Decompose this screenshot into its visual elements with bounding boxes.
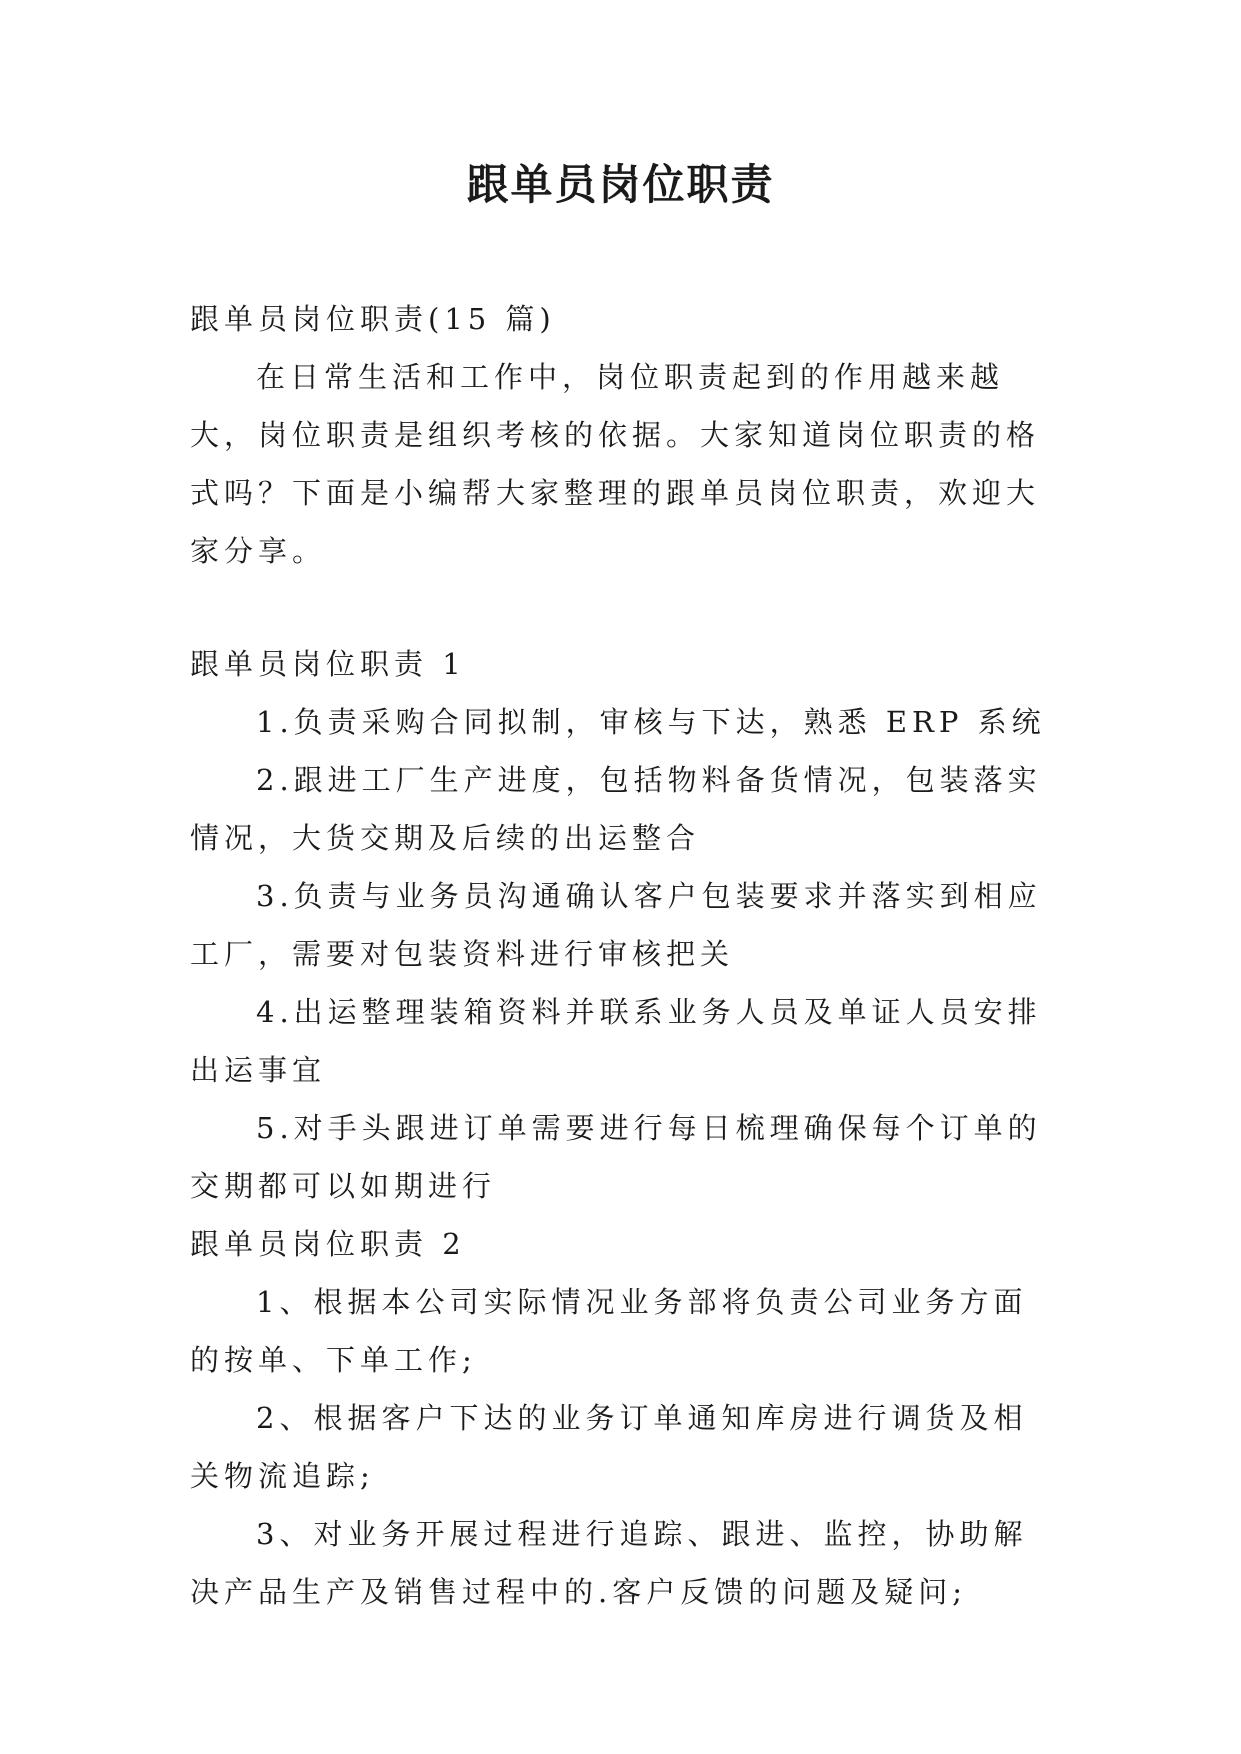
document-subtitle: 跟单员岗位职责(15 篇) [190,302,556,336]
list-item: 2.跟进工厂生产进度，包括物料备货情况，包装落实情况，大货交期及后续的出运整合 [190,763,1042,855]
section-1 [190,635,1050,1215]
list-item: 3.负责与业务员沟通确认客户包装要求并落实到相应工厂，需要对包装资料进行审核把关 [190,879,1042,971]
list-item: 4.出运整理装箱资料并联系业务人员及单证人员安排出运事宜 [190,995,1042,1087]
list-item: 1、根据本公司实际情况业务部将负责公司业务方面的按单、下单工作; [190,1285,1028,1377]
list-item: 5.对手头跟进订单需要进行每日梳理确保每个订单的交期都可以如期进行 [190,1111,1042,1203]
list-item: 2、根据客户下达的业务订单通知库房进行调货及相关物流追踪; [190,1401,1028,1493]
section-heading: 跟单员岗位职责 2 [190,1227,466,1261]
document-title: 跟单员岗位职责 [466,160,775,209]
section-heading: 跟单员岗位职责 1 [190,647,466,681]
document-body [190,290,1050,1621]
list-item: 1.负责采购合同拟制，审核与下达，熟悉 ERP 系统 [256,705,1046,739]
list-item: 3、对业务开展过程进行追踪、跟进、监控，协助解决产品生产及销售过程中的.客户反馈的问题及疑问; [190,1517,1028,1609]
intro-paragraph: 在日常生活和工作中，岗位职责起到的作用越来越大，岗位职责是组织考核的依据。大家知道岗位职责的格式吗？下面是小编帮大家整理的跟单员岗位职责，欢迎大家分享。 [190,360,1041,568]
section-2 [190,1215,1050,1621]
